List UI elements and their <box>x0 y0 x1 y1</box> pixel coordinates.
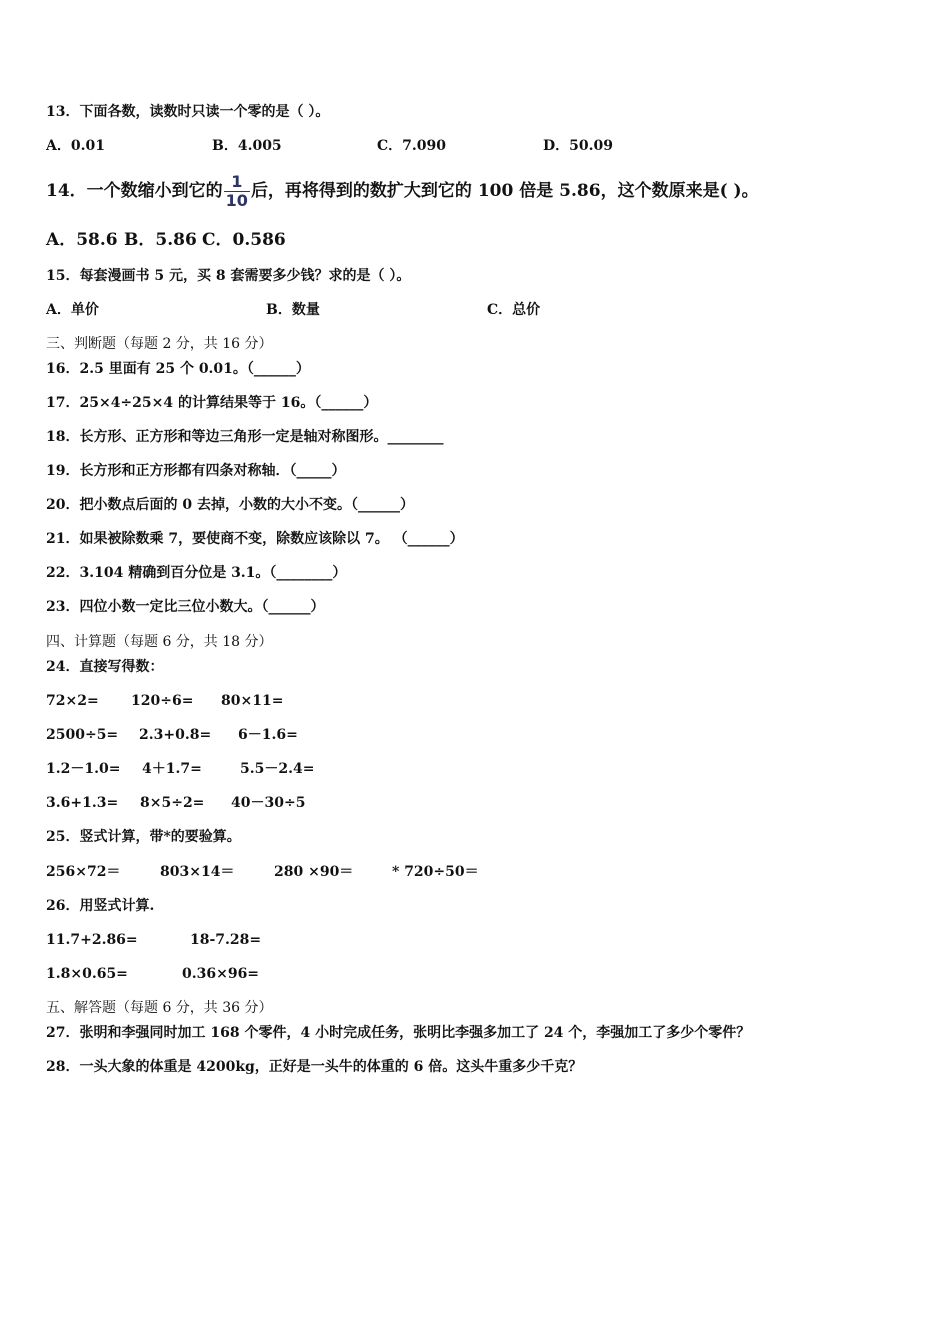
vertical-calc-item: 11.7+2.86= <box>46 932 138 948</box>
q26-title: 26．用竖式计算. <box>46 898 155 914</box>
fraction-denominator: 10 <box>225 191 248 210</box>
q15-stem: 15．每套漫画书 5 元，买 8 套需要多少钱？求的是（ ）。 <box>46 268 411 284</box>
q15-option-b: B．数量 <box>266 302 320 318</box>
judge-item: 19．长方形和正方形都有四条对称轴．（_____） <box>46 463 346 479</box>
calc-item: 2500÷5= <box>46 727 119 743</box>
q24-title: 24．直接写得数： <box>46 659 164 675</box>
vertical-calc-item: 0.36×96= <box>182 966 260 982</box>
calc-item: 8×5÷2= <box>140 795 205 811</box>
judge-item: 22．3.104 精确到百分位是 3.1。（________） <box>46 565 347 581</box>
fraction-numerator: 1 <box>231 172 243 191</box>
judge-item: 17．25×4÷25×4 的计算结果等于 16。（______） <box>46 395 378 411</box>
q13-option-b: B．4.005 <box>212 138 282 154</box>
vertical-calc-item: * 720÷50＝ <box>392 864 479 880</box>
q28-stem: 28．一头大象的体重是 4200kg，正好是一头牛的体重的 6 倍。这头牛重多少千克？ <box>46 1059 583 1075</box>
calc-item: 5.5－2.4= <box>240 761 315 777</box>
calc-item: 4＋1.7= <box>142 761 202 777</box>
fraction-one-tenth <box>224 173 250 210</box>
calc-item: 40－30÷5 <box>231 795 306 811</box>
calc-item: 2.3+0.8= <box>139 727 212 743</box>
vertical-calc-item: 803×14＝ <box>160 864 235 880</box>
calc-item: 120÷6= <box>131 693 194 709</box>
q13-stem: 13．下面各数，读数时只读一个零的是（ ）。 <box>46 104 330 120</box>
vertical-calc-item: 256×72＝ <box>46 864 121 880</box>
calc-item: 80×11= <box>221 693 284 709</box>
q14-stem-part-a: 14．一个数缩小到它的 <box>46 181 223 201</box>
section-heading-judge: 三、判断题（每题 2 分，共 16 分） <box>46 336 273 352</box>
q25-title: 25．竖式计算，带*的要验算。 <box>46 829 241 845</box>
calc-item: 3.6+1.3= <box>46 795 119 811</box>
q14-stem <box>46 167 759 215</box>
q14-option-c: C．0.586 <box>202 230 286 250</box>
judge-item: 21．如果被除数乘 7，要使商不变，除数应该除以 7。 （______） <box>46 531 464 547</box>
q14-option-a: A．58.6 <box>46 230 118 250</box>
calc-item: 72×2= <box>46 693 99 709</box>
q14-option-b: B．5.86 <box>124 230 197 250</box>
judge-item: 16．2.5 里面有 25 个 0.01。（______） <box>46 361 310 377</box>
q15-option-c: C．总价 <box>487 302 541 318</box>
vertical-calc-item: 18-7.28= <box>190 932 262 948</box>
judge-item: 18．长方形、正方形和等边三角形一定是轴对称图形。________ <box>46 429 444 445</box>
section-heading-calc: 四、计算题（每题 6 分，共 18 分） <box>46 634 273 650</box>
q15-option-a: A．单价 <box>46 302 99 318</box>
judge-item: 23．四位小数一定比三位小数大。（______） <box>46 599 325 615</box>
section-heading-solve: 五、解答题（每题 6 分，共 36 分） <box>46 1000 273 1016</box>
q27-stem: 27．张明和李强同时加工 168 个零件，4 小时完成任务，张明比李强多加工了 24 个，李强加工了多少个零件？ <box>46 1025 751 1041</box>
calc-item: 1.2－1.0= <box>46 761 121 777</box>
q13-option-c: C．7.090 <box>377 138 446 154</box>
q14-stem-part-b: 后，再将得到的数扩大到它的 100 倍是 5.86，这个数原来是( )。 <box>250 181 759 201</box>
q13-option-a: A．0.01 <box>46 138 105 154</box>
vertical-calc-item: 280 ×90＝ <box>274 864 354 880</box>
vertical-calc-item: 1.8×0.65= <box>46 966 128 982</box>
judge-item: 20．把小数点后面的 0 去掉，小数的大小不变。（______） <box>46 497 414 513</box>
calc-item: 6－1.6= <box>238 727 298 743</box>
q13-option-d: D．50.09 <box>543 138 613 154</box>
